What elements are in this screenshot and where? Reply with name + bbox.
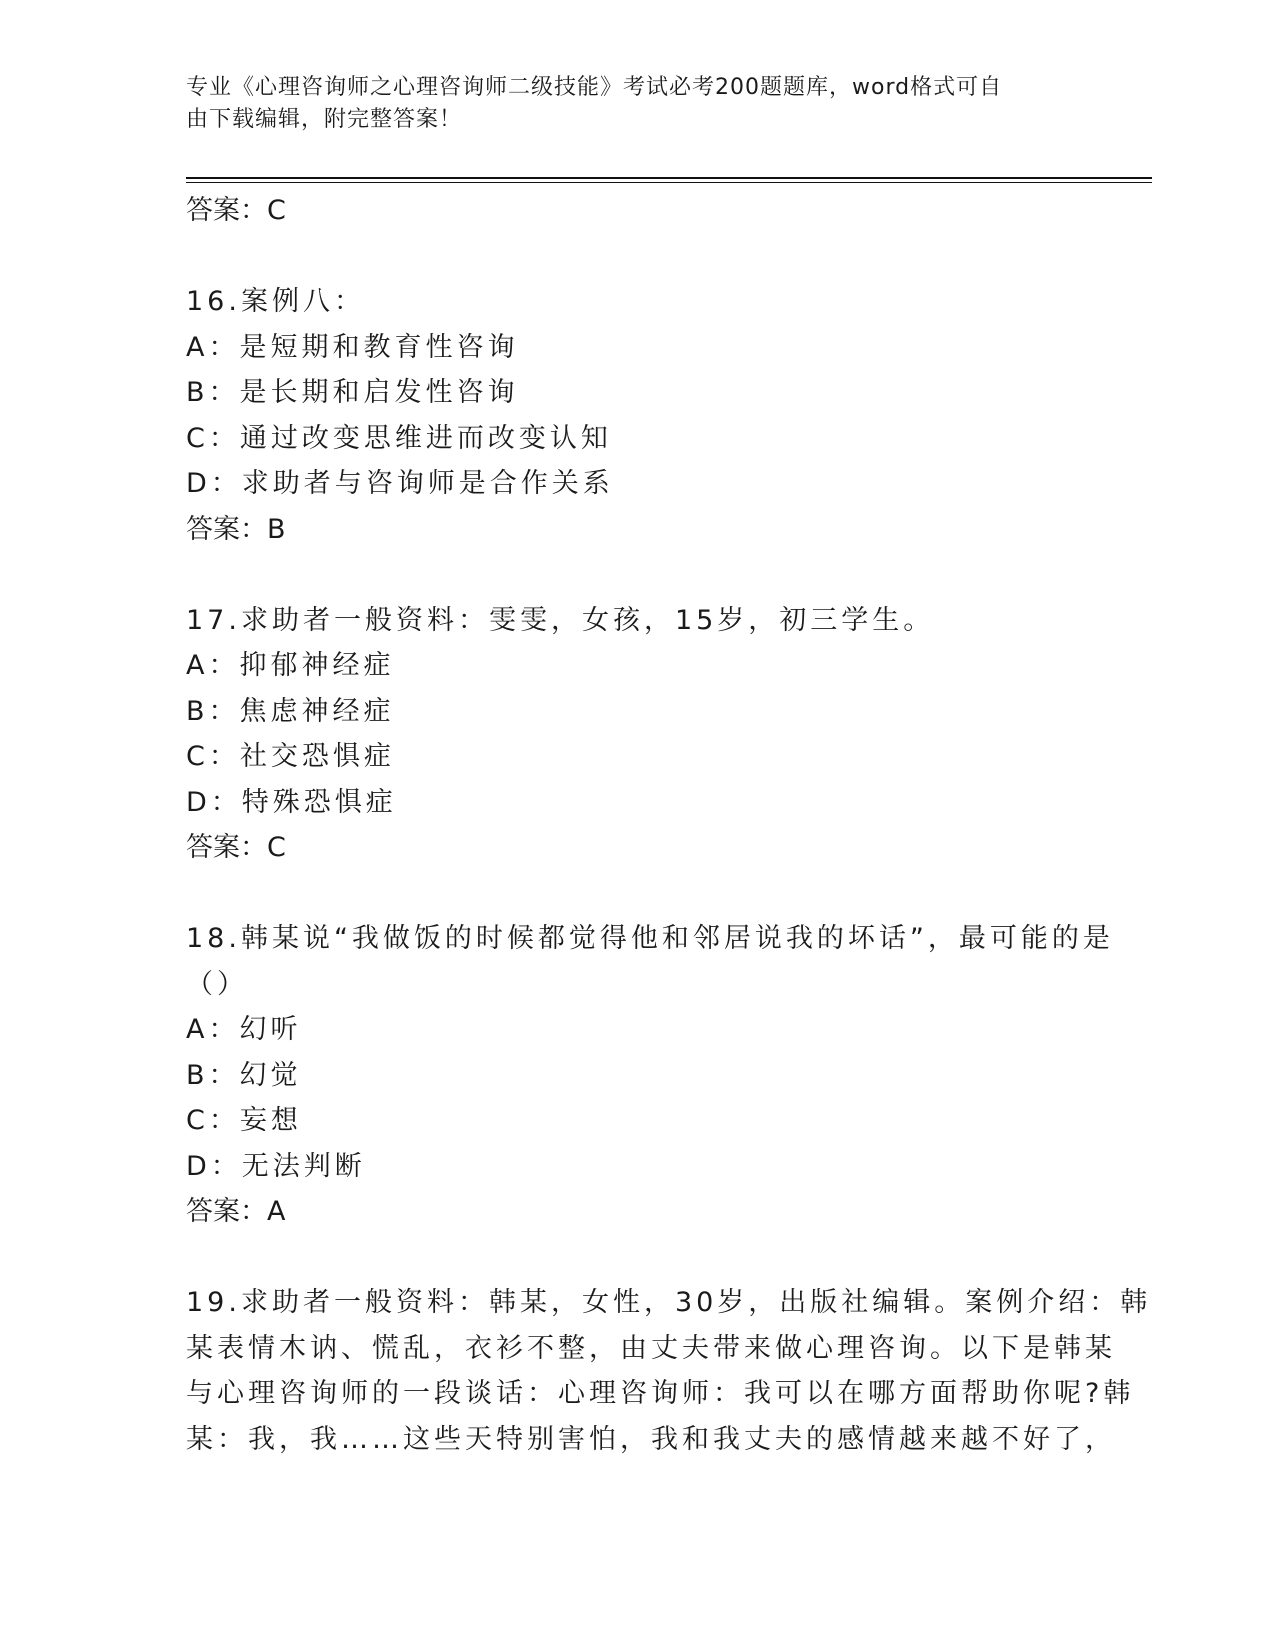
question-19 [186,1280,1152,1462]
question-text-line-2: （） [186,968,248,1000]
option-b: B：幻觉 [186,1059,302,1091]
answer: 答案：B [186,513,286,545]
header-line-2: 由下载编辑，附完整答案！ [186,107,463,132]
header-line-1: 专业《心理咨询师之心理咨询师二级技能》考试必考200题题库，word格式可自 [186,75,1003,100]
answer: 答案：A [186,1196,286,1227]
answer-15: 答案：C [186,195,286,226]
header-divider-thin [186,182,1152,183]
question-text-line-4: 某：我，我……这些天特别害怕，我和我丈夫的感情越来越不好了， [186,1423,1116,1455]
question-text-line-2: 某表情木讷、慌乱，衣衫不整，由丈夫带来做心理咨询。以下是韩某 [186,1332,1116,1364]
question-18 [186,916,1114,1235]
option-d: D：特殊恐惧症 [186,786,397,818]
option-b: B：焦虑神经症 [186,695,395,727]
question-text-line-1: 19.求助者一般资料：韩某，女性，30岁，出版社编辑。案例介绍：韩 [186,1287,1152,1318]
option-a: A：幻听 [186,1014,302,1045]
option-a: A：是短期和教育性咨询 [186,331,519,363]
spacer [186,234,1086,280]
option-c: C：妄想 [186,1105,302,1136]
option-d: D：求助者与咨询师是合作关系 [186,468,614,499]
answer: 答案：C [186,832,286,863]
document-content [186,188,1152,1462]
option-c: C：社交恐惧症 [186,741,395,772]
question-text: 17.求助者一般资料：雯雯，女孩，15岁，初三学生。 [186,604,935,636]
option-d: D：无法判断 [186,1150,366,1182]
option-b: B：是长期和启发性咨询 [186,377,519,408]
question-16 [186,279,1086,552]
spacer [186,552,1086,598]
option-a: A：抑郁神经症 [186,650,395,681]
spacer [186,871,1086,917]
option-c: C：通过改变思维进而改变认知 [186,422,612,454]
question-text: 16.案例八： [186,286,365,317]
document-header [186,72,1066,136]
spacer [186,1235,1086,1281]
question-text-line-1: 18.韩某说“我做饭的时候都觉得他和邻居说我的坏话”，最可能的是 [186,923,1114,954]
question-text-line-3: 与心理咨询师的一段谈话：心理咨询师：我可以在哪方面帮助你呢?韩 [186,1378,1135,1409]
header-divider-thick [186,177,1152,179]
question-17 [186,598,1086,871]
